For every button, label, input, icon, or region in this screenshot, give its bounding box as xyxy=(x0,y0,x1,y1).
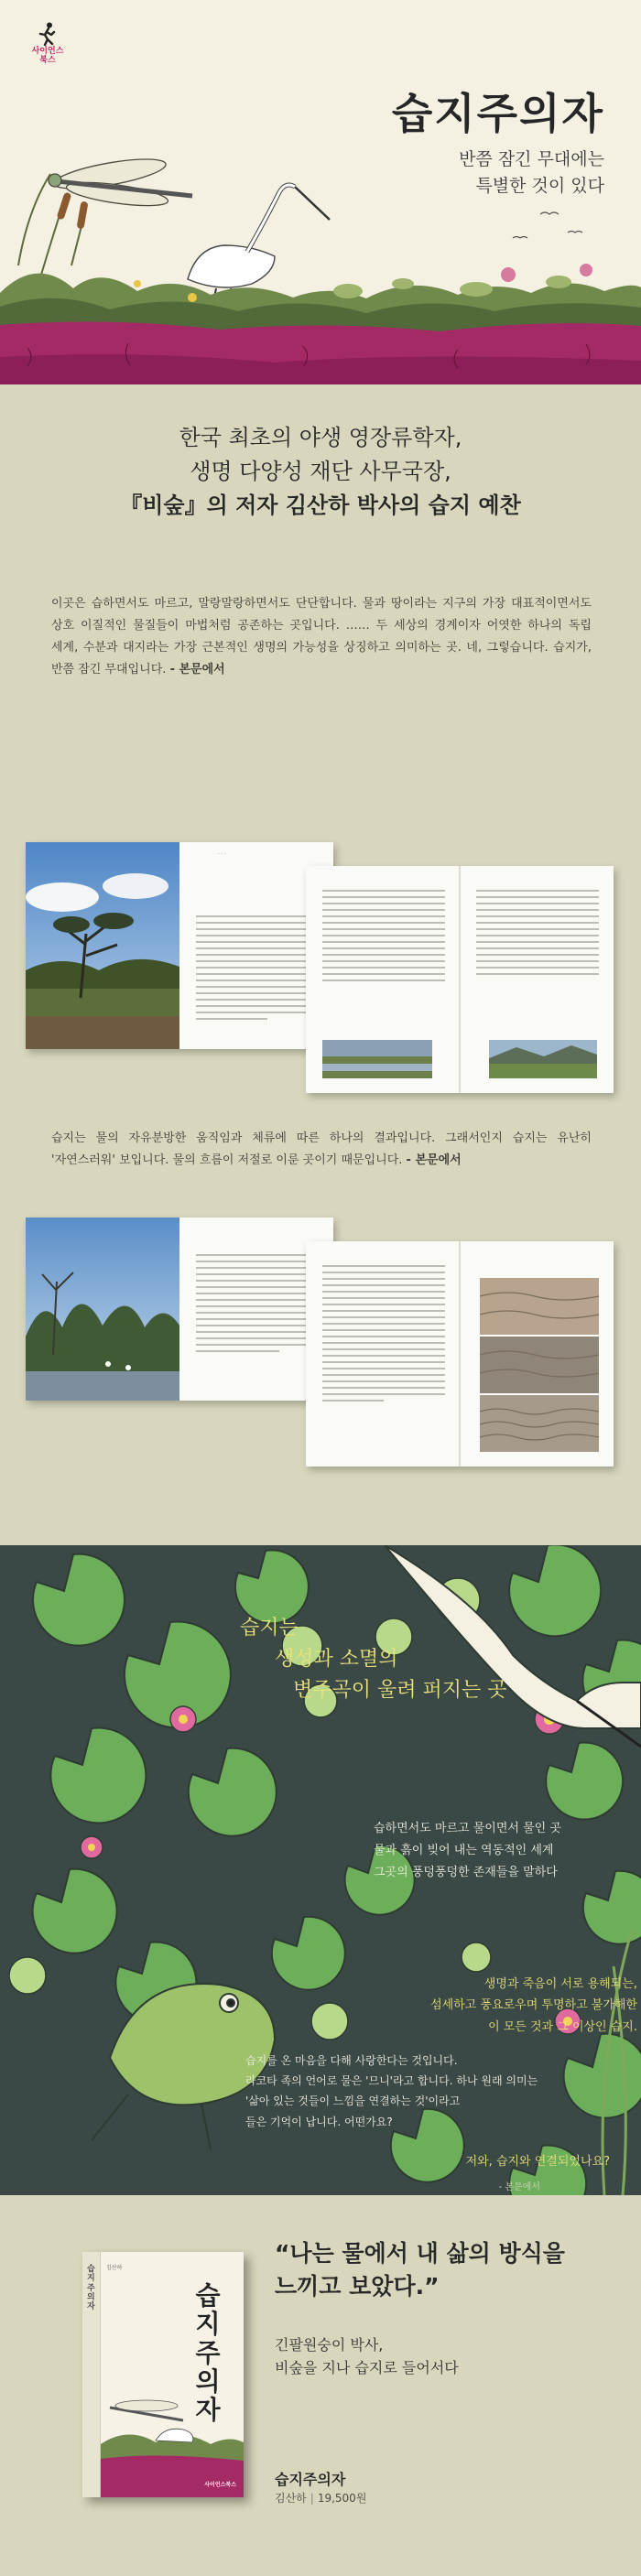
book-byline xyxy=(275,2334,459,2380)
book-spread-1-right xyxy=(306,866,614,1093)
book-spread-2-right xyxy=(306,1241,614,1467)
excerpt-source: - 본문에서 xyxy=(169,663,225,677)
title-line: 생성과 소멸의 xyxy=(275,1648,398,1672)
text-line: '삶아 있는 것들이 느낌을 연결하는 것'이라고 xyxy=(245,2094,461,2108)
cover-title: 습지주의자 xyxy=(195,2280,221,2426)
book-spread-2-left xyxy=(26,1218,333,1401)
spread-gutter xyxy=(459,866,461,1093)
swamp-photo xyxy=(26,1218,179,1401)
text-line: 이 모든 것과 그 이상인 습지. xyxy=(488,2019,637,2034)
page-text-lines xyxy=(476,890,599,980)
book-author: 김산하 xyxy=(275,2492,307,2505)
highlight-text xyxy=(381,1974,637,2038)
quote-line: “나는 물에서 내 삶의 방식을 xyxy=(275,2240,565,2267)
byline-line: 긴팔원숭이 박사, xyxy=(275,2336,384,2354)
text-line: 라코타 족의 언어로 물은 '므니'라고 합니다. 하나 원래 의미는 xyxy=(245,2074,538,2088)
marsh-photo xyxy=(322,1040,432,1078)
publisher-logo[interactable] xyxy=(20,22,75,66)
runner-icon xyxy=(38,22,58,46)
tree-photo xyxy=(26,842,179,1049)
book-price: 19,500원 xyxy=(317,2492,367,2505)
intro-line: 『비숲』의 저자 김산하 박사의 습지 예찬 xyxy=(120,492,521,519)
cover-spine xyxy=(82,2252,101,2497)
excerpt-source: - 본문에서 xyxy=(406,1153,462,1168)
page-text-lines xyxy=(196,1254,315,1357)
excerpt-paragraph xyxy=(51,1128,592,1172)
intro-text xyxy=(374,1818,639,1884)
footer-book-title: 습지주의자 xyxy=(275,2471,346,2488)
text-line: 들은 기억이 납니다. 어떤가요? xyxy=(245,2115,393,2128)
title-line: 습지는 xyxy=(240,1617,299,1640)
dragonfly-icon xyxy=(49,153,192,210)
cover-publisher: 사이언스북스 xyxy=(204,2482,236,2488)
book-title: 습지주의자 xyxy=(391,89,604,138)
book-spread-1-left xyxy=(26,842,333,1049)
title-line: 변주곡이 울려 퍼지는 곳 xyxy=(293,1679,507,1703)
book-subtitle: 반쯤 잠긴 무대에는 특별한 것이 있다 xyxy=(459,149,604,197)
page-text-lines xyxy=(196,915,315,1024)
intro-line: 생명 다양성 재단 사무국장, xyxy=(190,459,451,485)
text-line: 생명과 죽음이 서로 용해되는, xyxy=(483,1977,637,1991)
book-quote xyxy=(275,2237,565,2304)
lake-photo xyxy=(489,1040,597,1078)
text-line: 습하면서도 마르고 물이면서 물인 곳 xyxy=(374,1822,561,1835)
book-info-footer xyxy=(0,2195,641,2576)
quote-line: 느끼고 보았다.” xyxy=(275,2273,440,2300)
spread-gutter xyxy=(459,1241,461,1467)
logo-text: 사이언스 xyxy=(31,47,64,56)
intro-line: 한국 최초의 야생 영장류학자, xyxy=(179,425,462,450)
section-title xyxy=(137,1613,507,1706)
cover-author: 김산하 xyxy=(106,2265,123,2271)
divider: | xyxy=(310,2492,314,2505)
text-line: 섬세하고 풍요로우며 투명하고 불가해한 xyxy=(430,1998,637,2013)
hero-banner xyxy=(0,0,641,384)
excerpt-paragraph xyxy=(51,593,592,681)
book-meta xyxy=(275,2490,366,2506)
text-line: 습지를 온 마음을 다해 사랑한다는 것입니다. xyxy=(245,2054,458,2067)
body-text xyxy=(245,2051,630,2132)
text-line: 물과 흙이 빚어 내는 역동적인 세계 xyxy=(374,1844,554,1858)
excerpt-text: 이곳은 습하면서도 마르고, 말랑말랑하면서도 단단합니다. 물과 땅이라는 지구의 가장 대표적이면서도 상호 이질적인 물질들이 마법처럼 공존하는 곳입니다. …… 두 세상의 경계이자 어엿한 하나의 독립 세계, 수분과 대지라는 가장 근본적인 생명의 가능성을 상징하고 의미하는 곳. 네, 그렇습니다. 습지가, 반쯤 잠긴 무대입니다. xyxy=(51,597,592,677)
intro-heading xyxy=(0,421,641,524)
wetland-quote-section xyxy=(0,1545,641,2195)
page-text-lines xyxy=(322,890,445,986)
book-cover[interactable] xyxy=(82,2252,244,2497)
logo-subtext: 북스 xyxy=(39,55,56,65)
spine-title: 습지주의자 xyxy=(87,2265,95,2312)
excerpt-text: 습지는 물의 자유분방한 움직임과 체류에 따른 하나의 결과입니다. 그래서인지 습지는 유난히 '자연스러워' 보입니다. 물의 흐름이 저절로 이룬 곳이기 때문입니다. xyxy=(51,1131,592,1168)
page-header: - - - xyxy=(218,851,226,857)
byline-line: 비숲을 지나 습지로 들어서다 xyxy=(275,2358,459,2376)
sand-ripple-photo xyxy=(480,1278,599,1452)
quote-source: - 본문에서 xyxy=(498,2182,540,2192)
text-line: 그곳의 풍덩풍덩한 존재들을 말하다 xyxy=(374,1866,558,1880)
page-text-lines xyxy=(322,1265,445,1406)
closing-question: 저와, 습지와 연결되었나요? xyxy=(465,2155,610,2169)
